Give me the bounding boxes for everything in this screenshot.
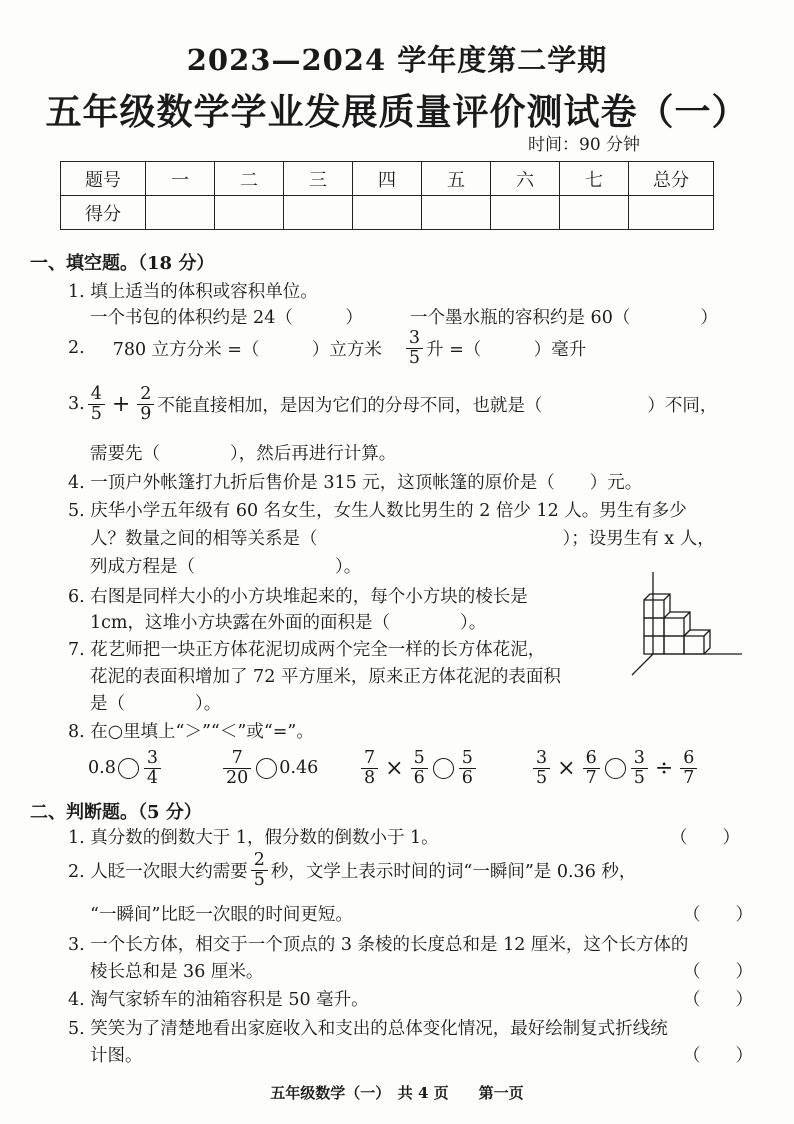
compare-left-value: 0.8: [88, 758, 116, 778]
table-cell: 一: [146, 162, 215, 196]
numerator: 5: [459, 749, 476, 768]
numerator: 2: [251, 851, 268, 870]
question-5-line3: 列成方程是（ ）。: [90, 557, 362, 577]
question-2: [68, 324, 586, 372]
numerator: 3: [144, 749, 161, 768]
score-cell[interactable]: [491, 196, 560, 230]
question-2b: 升 =（ ）毫升: [426, 339, 587, 360]
denominator: 7: [585, 767, 597, 788]
table-cell: 四: [353, 162, 422, 196]
cube-stack-figure: [630, 570, 746, 684]
question-8b: [220, 744, 318, 792]
numerator: 3: [533, 749, 550, 768]
question-1b: 一个墨水瓶的容积约是 60（ ）: [410, 308, 718, 328]
answer-paren[interactable]: （ ）: [670, 828, 740, 848]
judge-question-3-line2: 棱长总和是 36 厘米。: [90, 962, 264, 982]
fraction: [361, 749, 378, 787]
denominator: 6: [413, 767, 425, 788]
question-8c: [358, 744, 479, 792]
denominator: 5: [536, 767, 548, 788]
fraction: [144, 749, 161, 787]
answer-paren[interactable]: （ ）: [683, 905, 753, 925]
table-cell: 三: [284, 162, 353, 196]
denominator: 8: [364, 767, 376, 788]
numerator: 7: [361, 749, 378, 768]
table-cell: 六: [491, 162, 560, 196]
denominator: 6: [461, 767, 473, 788]
compare-right-value: 0.46: [279, 758, 319, 778]
judge-question-2: [68, 846, 636, 894]
question-3-text: 不能直接相加，是因为它们的分母不同，也就是（ ）不同，: [157, 395, 718, 416]
answer-paren[interactable]: （ ）: [683, 1046, 753, 1066]
score-cell[interactable]: [629, 196, 714, 230]
numerator: 4: [88, 385, 105, 404]
exam-title: 五年级数学学业发展质量评价测试卷（一）: [45, 91, 749, 133]
question-4: 4. 一顶户外帐篷打九折后售价是 315 元，这顶帐篷的原价是（ ）元。: [68, 473, 643, 493]
numerator: 3: [631, 749, 648, 768]
question-6-line1: 6. 右图是同样大小的小方块堆起来的，每个小方块的棱长是: [68, 587, 528, 607]
table-cell: 二: [215, 162, 284, 196]
score-table-score-row: [61, 196, 714, 230]
table-cell: 总分: [629, 162, 714, 196]
question-number: 3.: [68, 394, 85, 414]
judge-question-3-line1: 3. 一个长方体，相交于一个顶点的 3 条棱的长度总和是 12 厘米，这个长方体的: [68, 935, 689, 955]
compare-circle[interactable]: [605, 758, 626, 779]
question-7-line3: 是（ ）。: [90, 694, 222, 714]
judge-question-1: 1. 真分数的倒数大于 1，假分数的倒数小于 1。: [68, 828, 439, 848]
denominator: 9: [140, 403, 152, 424]
judge-question-4: 4. 淘气家轿车的油箱容积是 50 毫升。: [68, 990, 369, 1010]
time-limit: 时间：90 分钟: [528, 135, 641, 155]
question-8: 8. 在○里填上“＞”“＜”或“=”。: [68, 722, 314, 742]
plus-sign: +: [111, 391, 131, 417]
fraction: [406, 329, 423, 367]
judge-question-2-line2: “一瞬间”比眨一次眼的时间更短。: [90, 905, 353, 925]
question-2a: 780 立方分米 =（ ）立方米: [112, 339, 382, 360]
divide-sign: ÷: [654, 755, 674, 781]
denominator: 4: [146, 767, 158, 788]
fraction: [533, 749, 550, 787]
question-3-line2: 需要先（ ），然后再进行计算。: [90, 444, 397, 464]
fraction: [411, 749, 428, 787]
answer-paren[interactable]: （ ）: [683, 990, 753, 1010]
table-cell: 题号: [61, 162, 146, 196]
numerator: 7: [223, 749, 251, 768]
score-cell[interactable]: [146, 196, 215, 230]
exam-year-title: 2023—2024 学年度第二学期: [186, 43, 608, 77]
question-5-line2: 人？数量之间的相等关系是（ ）；设男生有 x 人，: [90, 529, 715, 549]
score-cell[interactable]: [353, 196, 422, 230]
denominator: 5: [90, 403, 102, 424]
times-sign: ×: [557, 755, 576, 781]
times-sign: ×: [385, 755, 404, 781]
fraction: [583, 749, 600, 787]
denominator: 7: [683, 767, 695, 788]
denominator: 20: [226, 767, 249, 788]
numerator: 6: [680, 749, 697, 768]
denominator: 5: [633, 767, 645, 788]
question-6-line2: 1cm，这堆小方块露在外面的面积是（ ）。: [90, 613, 487, 633]
table-cell: 五: [422, 162, 491, 196]
fraction: [223, 749, 251, 787]
question-3: [68, 380, 717, 428]
numerator: 2: [137, 385, 154, 404]
fraction: [680, 749, 697, 787]
compare-circle[interactable]: [118, 758, 139, 779]
score-cell[interactable]: [560, 196, 629, 230]
score-table-header-row: [61, 162, 714, 196]
score-cell[interactable]: [284, 196, 353, 230]
numerator: 5: [411, 749, 428, 768]
judge-question-2-post: 秒，文学上表示时间的词“一瞬间”是 0.36 秒，: [270, 861, 637, 882]
section-1-title: 一、填空题。（18 分）: [30, 253, 215, 274]
judge-question-2-pre: 2. 人眨一次眼大约需要: [68, 861, 248, 882]
section-2-title: 二、判断题。（5 分）: [30, 802, 202, 823]
judge-question-5-line1: 5. 笑笑为了清楚地看出家庭收入和支出的总体变化情况，最好绘制复式折线统: [68, 1019, 668, 1039]
question-7-line2: 花泥的表面积增加了 72 平方厘米，原来正方体花泥的表面积: [90, 667, 561, 687]
answer-paren[interactable]: （ ）: [683, 962, 753, 982]
score-cell[interactable]: [215, 196, 284, 230]
numerator: 3: [406, 329, 423, 348]
fraction: [251, 851, 268, 889]
judge-question-5-line2: 计图。: [90, 1046, 143, 1066]
denominator: 5: [408, 347, 421, 368]
compare-circle[interactable]: [433, 758, 454, 779]
question-5-line1: 5. 庆华小学五年级有 60 名女生，女生人数比男生的 2 倍少 12 人。男生有多少: [68, 501, 687, 521]
page-footer: 五年级数学（一） 共 4 页 第一页: [270, 1084, 524, 1102]
fraction: [459, 749, 476, 787]
fraction: [88, 385, 105, 423]
question-1: 1. 填上适当的体积或容积单位。: [68, 282, 318, 302]
question-8d: [530, 744, 700, 792]
score-table: [60, 161, 714, 230]
table-cell: 七: [560, 162, 629, 196]
numerator: 6: [583, 749, 600, 768]
table-cell: 得分: [61, 196, 146, 230]
question-8a: [88, 744, 164, 792]
fraction: [631, 749, 648, 787]
fraction: [137, 385, 154, 423]
question-number: 2.: [68, 338, 85, 358]
question-7-line1: 7. 花艺师把一块正方体花泥切成两个完全一样的长方体花泥，: [68, 640, 546, 660]
denominator: 5: [253, 869, 265, 890]
question-1a: 一个书包的体积约是 24（ ）: [90, 308, 363, 328]
compare-circle[interactable]: [256, 758, 277, 779]
score-cell[interactable]: [422, 196, 491, 230]
